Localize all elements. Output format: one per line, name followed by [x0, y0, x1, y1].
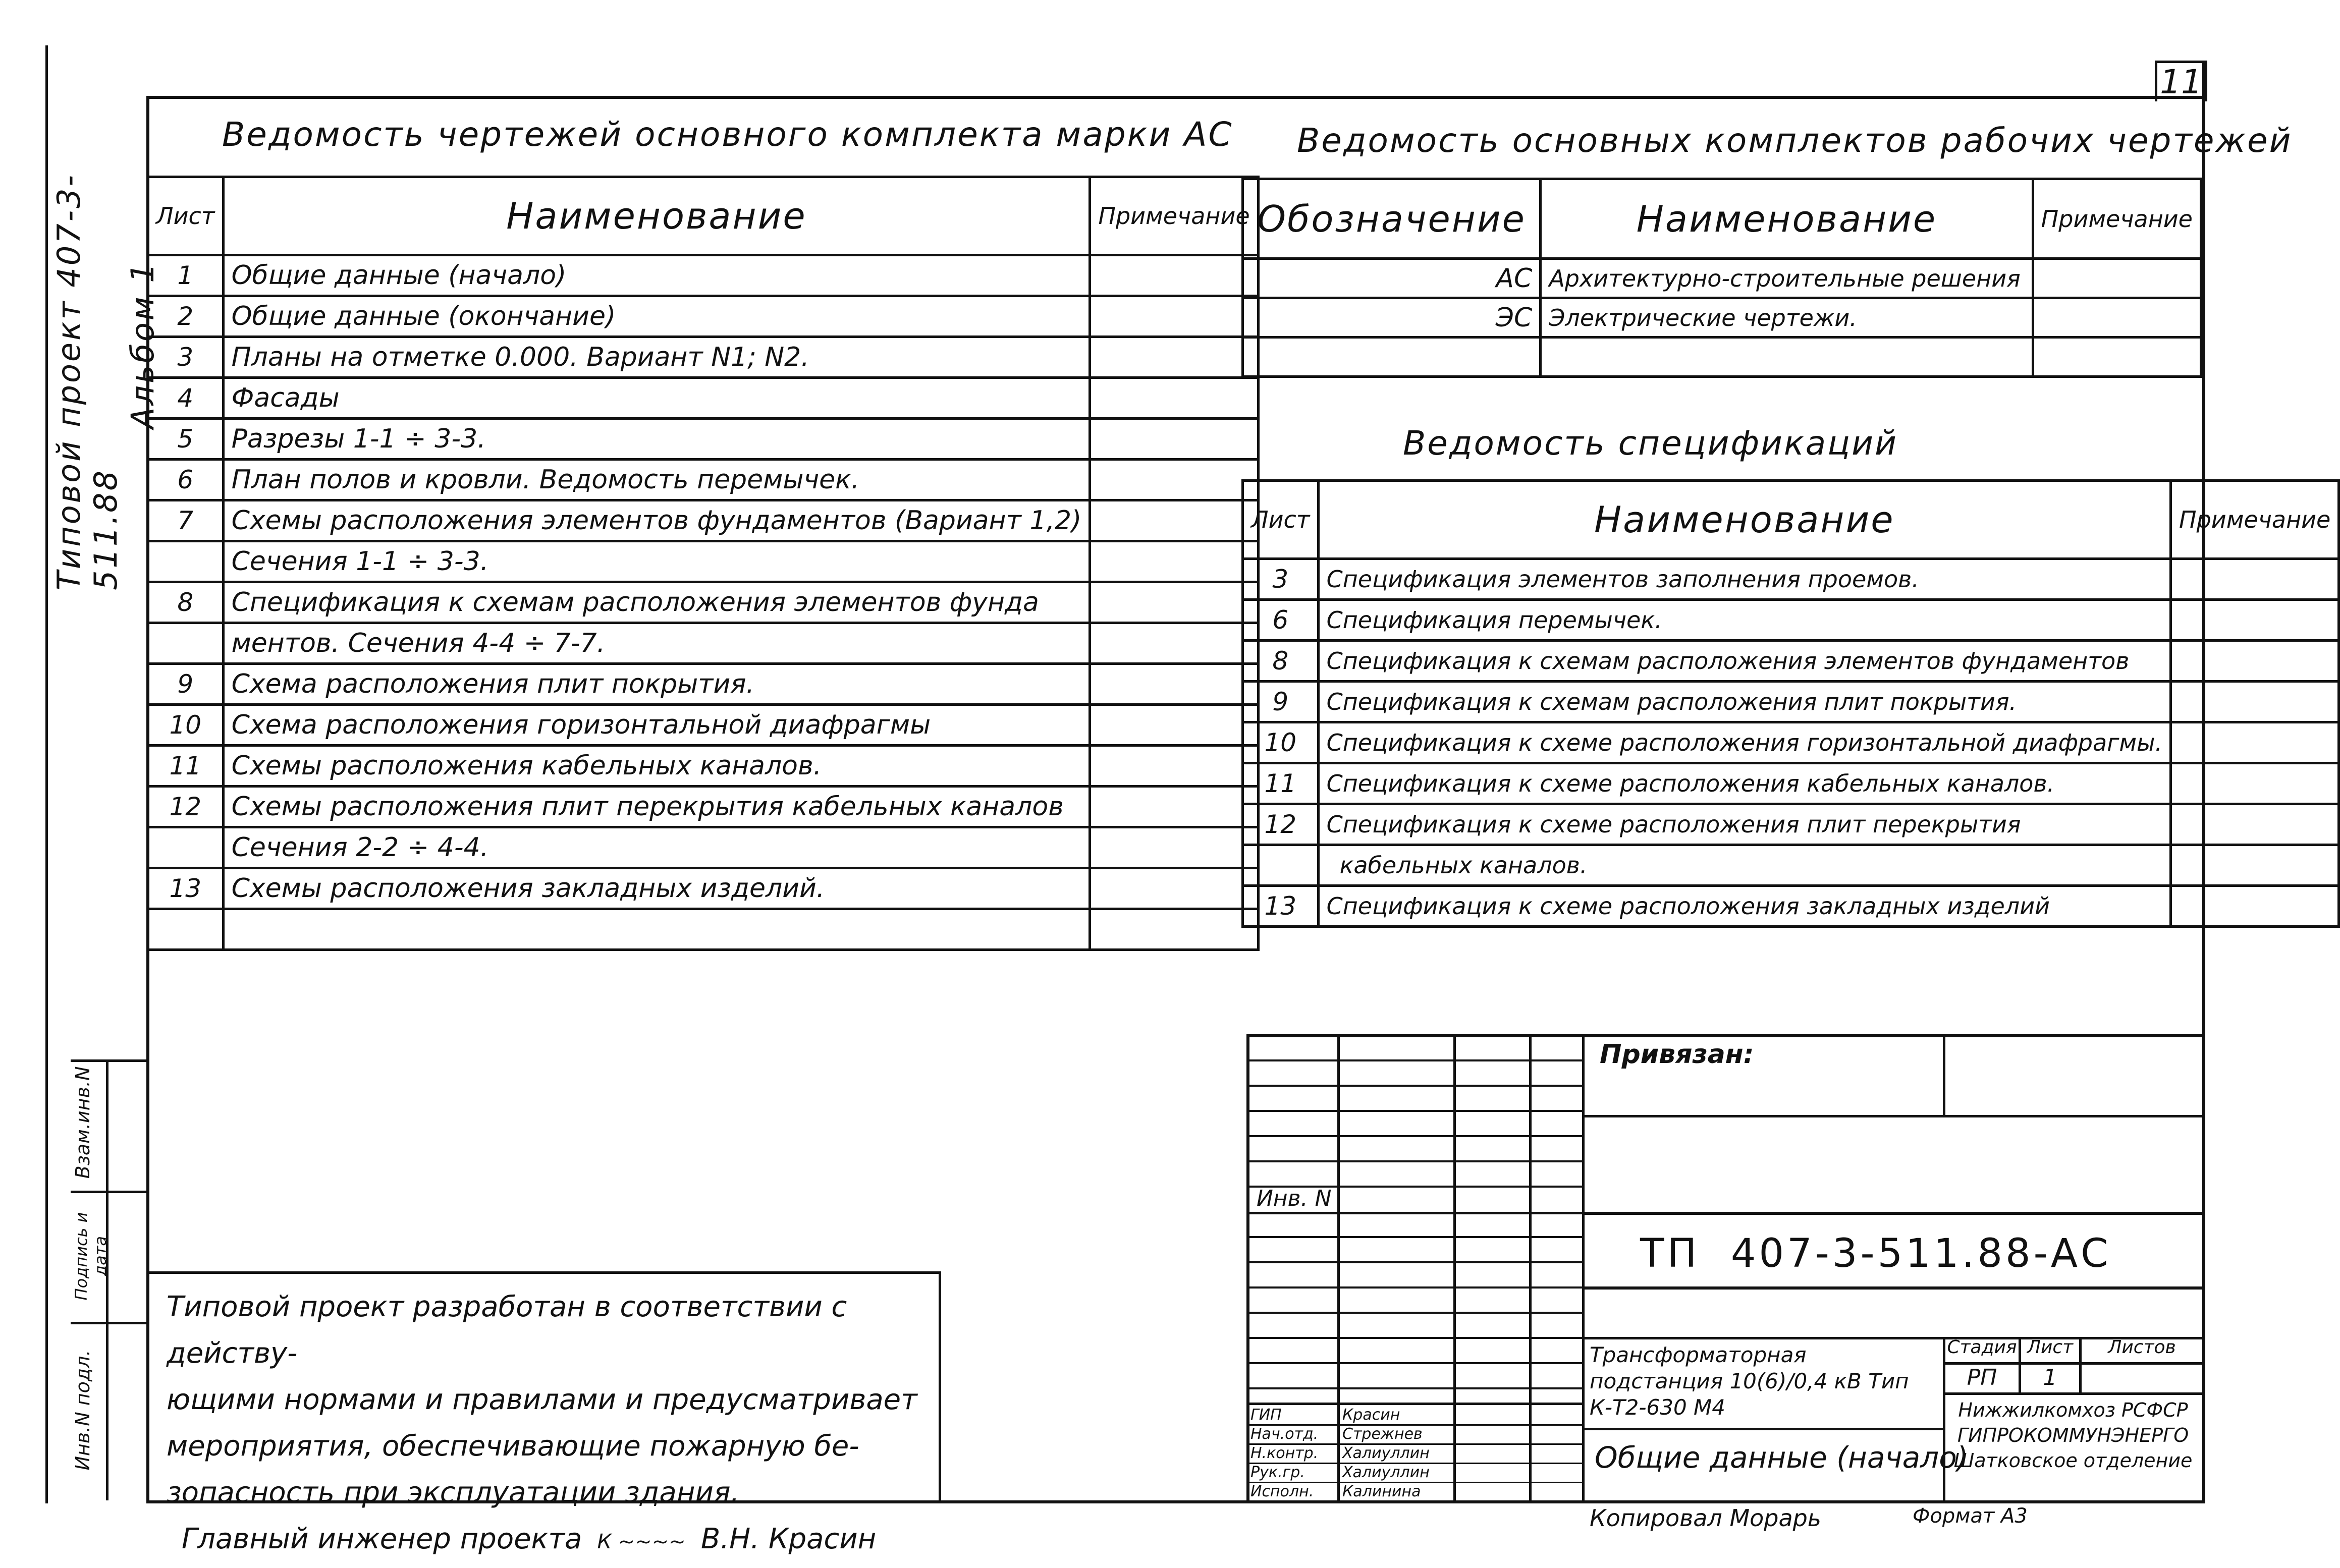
row-sheet: 7 [148, 500, 224, 541]
row-sheet: 3 [148, 337, 224, 378]
col-header-note: Примечание [2033, 179, 2201, 259]
row-sheet: 13 [1243, 886, 1319, 927]
row-note [2171, 886, 2339, 927]
specs-table [1241, 479, 2340, 928]
row-sheet: 11 [148, 746, 224, 787]
row-name: Архитектурно-строительные решения [1541, 259, 2033, 298]
row-sheet: 12 [1243, 804, 1319, 845]
row-sheet: 2 [148, 296, 224, 337]
row-note [1090, 868, 1258, 909]
row-name: Спецификация элементов заполнения проемов. [1318, 559, 2170, 600]
row-name: Схема расположения плит покрытия. [223, 664, 1090, 705]
table-row [1243, 722, 2339, 763]
grid-line [1246, 1362, 1582, 1364]
row-note [1090, 909, 1258, 950]
row-name: Спецификация к схеме расположения кабельных каналов. [1318, 763, 2170, 804]
staff-name: Калинина [1342, 1483, 1421, 1500]
table-row [1243, 641, 2339, 682]
table-row [1243, 559, 2339, 600]
row-name: Спецификация к схемам расположения плит покрытия. [1318, 682, 2170, 722]
row-name: Схемы расположения кабельных каналов. [223, 746, 1090, 787]
row-name [1541, 338, 2033, 377]
staff-row-line [1246, 1501, 1582, 1502]
staff-role: Н.контр. [1250, 1444, 1319, 1462]
table-row [148, 746, 1259, 787]
row-note [2171, 845, 2339, 886]
row-sheet [148, 541, 224, 582]
staff-role: Рук.гр. [1250, 1464, 1305, 1481]
table-row [148, 296, 1259, 337]
table-row [1243, 763, 2339, 804]
row-note [2171, 641, 2339, 682]
row-note [2171, 804, 2339, 845]
staff-role: ГИП [1250, 1406, 1282, 1424]
stamp-label-inventory: Инв.N подл. [72, 1350, 94, 1471]
row-name: Общие данные (окончание) [223, 296, 1090, 337]
table-row [148, 623, 1259, 664]
grid-line [1246, 1387, 1582, 1389]
outer-left-line [45, 45, 48, 1503]
note-line-4: зопасность при эксплуатации здания. [167, 1476, 740, 1509]
table-row [1243, 600, 2339, 641]
drawing-code: ТП 407-3-511.88-АС [1640, 1231, 2111, 1276]
staff-name: Красин [1342, 1406, 1400, 1424]
signature-mark: К ~~~~ [597, 1530, 686, 1553]
row-sheet [148, 909, 224, 950]
note-line-3: мероприятия, обеспечивающие пожарную бе- [167, 1430, 859, 1463]
row-name [223, 909, 1090, 950]
col-header-name: Наименование [223, 177, 1090, 255]
row-name: Спецификация к схеме расположения горизонтальной диафрагмы. [1318, 722, 2170, 763]
row-name: Схемы расположения закладных изделий. [223, 868, 1090, 909]
sheets-label: Листов [2108, 1337, 2176, 1358]
project-note-block [146, 1271, 941, 1555]
row-note [1090, 296, 1258, 337]
table-row [148, 582, 1259, 623]
row-name: Схема расположения горизонтальной диафрагмы [223, 705, 1090, 746]
stage-label: Стадия [1947, 1337, 2017, 1358]
grid-line [1246, 1286, 1582, 1289]
table-row [1243, 338, 2201, 377]
row-note [1090, 255, 1258, 296]
row-name: Общие данные (начало) [223, 255, 1090, 296]
main-sets-table [1241, 178, 2202, 378]
row-note [1090, 746, 1258, 787]
row-code [1243, 338, 1541, 377]
grid-line [1246, 1110, 1582, 1112]
row-note [1090, 582, 1258, 623]
row-name: Разрезы 1-1 ÷ 3-3. [223, 419, 1090, 460]
row-sheet [1243, 845, 1319, 886]
bound-label: Привязан: [1600, 1039, 1754, 1070]
row-name: Сечения 2-2 ÷ 4-4. [223, 827, 1090, 868]
row-note [2171, 559, 2339, 600]
row-note [2033, 338, 2201, 377]
table-row [148, 419, 1259, 460]
title-block [1246, 1034, 2202, 1501]
signature-label: Главный инженер проекта [182, 1523, 582, 1555]
row-sheet: 1 [148, 255, 224, 296]
row-note [1090, 378, 1258, 419]
row-sheet: 9 [1243, 682, 1319, 722]
row-note [1090, 460, 1258, 500]
staff-name: Стрежнев [1342, 1425, 1423, 1443]
sheet-number: 11 [2160, 63, 2202, 101]
row-sheet [148, 827, 224, 868]
row-name: ментов. Сечения 4-4 ÷ 7-7. [223, 623, 1090, 664]
specs-title: Ведомость спецификаций [1403, 424, 1898, 463]
table-row [1243, 886, 2339, 927]
row-note [1090, 541, 1258, 582]
row-sheet: 12 [148, 787, 224, 827]
row-note [1090, 419, 1258, 460]
stamp-label-replacement: Взам.инв.N [72, 1066, 94, 1179]
row-note [1090, 623, 1258, 664]
note-signature-row [167, 1516, 939, 1565]
sheet-title: Общие данные (начало) [1595, 1440, 1969, 1475]
table-row [148, 909, 1259, 950]
row-sheet: 3 [1243, 559, 1319, 600]
row-note [2171, 600, 2339, 641]
signature-name: В.Н. Красин [700, 1523, 877, 1555]
row-sheet: 13 [148, 868, 224, 909]
row-sheet: 6 [148, 460, 224, 500]
sheet-number-box [2155, 61, 2207, 101]
row-name: Спецификация перемычек. [1318, 600, 2170, 641]
row-name: Спецификация к схеме расположения закладных изделий [1318, 886, 2170, 927]
row-name: Спецификация к схеме расположения плит перекрытия [1318, 804, 2170, 845]
row-note [1090, 787, 1258, 827]
row-name: Спецификация к схемам расположения элементов фунда [223, 582, 1090, 623]
format-label: Формат А3 [1913, 1504, 2028, 1528]
row-note [2033, 298, 2201, 338]
row-note [2033, 259, 2201, 298]
row-note [1090, 337, 1258, 378]
row-name: Планы на отметке 0.000. Вариант N1; N2. [223, 337, 1090, 378]
note-line-1: Типовой проект разработан в соответствии с действу- [167, 1291, 847, 1370]
row-sheet: 11 [1243, 763, 1319, 804]
table-row [148, 500, 1259, 541]
main-sets-title: Ведомость основных комплектов рабочих чертежей [1297, 121, 2293, 160]
table-row [1243, 298, 2201, 338]
drawings-list-title: Ведомость чертежей основного комплекта марки АС [222, 115, 1233, 154]
table-row [148, 787, 1259, 827]
row-sheet: 4 [148, 378, 224, 419]
staff-role: Исполн. [1250, 1483, 1314, 1500]
table-row [148, 827, 1259, 868]
object-name: Трансформаторная подстанция 10(6)/0,4 кВ Тип К-Т2-630 М4 [1590, 1342, 1909, 1420]
sheet-label: Лист [2027, 1337, 2074, 1358]
col-header-sheet: Лист [1243, 481, 1319, 559]
table-row [1243, 845, 2339, 886]
grid-line [1246, 1085, 1582, 1087]
table-row [148, 255, 1259, 296]
drawings-list-table [146, 176, 1260, 951]
row-name: Электрические чертежи. [1541, 298, 2033, 338]
row-sheet: 9 [148, 664, 224, 705]
row-name: Сечения 1-1 ÷ 3-3. [223, 541, 1090, 582]
grid-line [1246, 1337, 1582, 1339]
row-sheet: 6 [1243, 600, 1319, 641]
table-row [1243, 682, 2339, 722]
row-note [1090, 500, 1258, 541]
table-row [148, 337, 1259, 378]
staff-name: Халиуллин [1342, 1464, 1430, 1481]
table-row [148, 541, 1259, 582]
col-header-name: Наименование [1318, 481, 2170, 559]
grid-line [1246, 1160, 1582, 1162]
grid-line [1246, 1312, 1582, 1314]
row-note [2171, 722, 2339, 763]
row-sheet: 5 [148, 419, 224, 460]
grid-line [1246, 1261, 1582, 1263]
note-line-2: ющими нормами и правилами и предусматривает [167, 1383, 917, 1416]
row-code: ЭС [1243, 298, 1541, 338]
row-name: Схемы расположения плит перекрытия кабельных каналов [223, 787, 1090, 827]
table-row [148, 460, 1259, 500]
inventory-label: Инв. N [1257, 1186, 1332, 1211]
side-project-title [50, 86, 161, 590]
row-note [1090, 705, 1258, 746]
row-code: АС [1243, 259, 1541, 298]
row-sheet: 8 [1243, 641, 1319, 682]
grid-line [1246, 1236, 1582, 1238]
row-sheet [148, 623, 224, 664]
table-row [148, 705, 1259, 746]
stamp-label-signature: Подпись и дата [72, 1212, 110, 1301]
row-note [1090, 664, 1258, 705]
row-name: Спецификация к схемам расположения элементов фундаментов [1318, 641, 2170, 682]
row-sheet: 8 [148, 582, 224, 623]
col-header-sheet: Лист [148, 177, 224, 255]
sheet-value: 1 [2043, 1365, 2057, 1390]
row-sheet: 10 [1243, 722, 1319, 763]
col-header-code: Обозначение [1243, 179, 1541, 259]
col-header-note: Примечание [1090, 177, 1258, 255]
col-header-note: Примечание [2171, 481, 2339, 559]
table-row [1243, 259, 2201, 298]
side-title-line2: Альбом 1 [124, 261, 161, 429]
row-note [1090, 827, 1258, 868]
row-name: План полов и кровли. Ведомость перемычек. [223, 460, 1090, 500]
staff-name: Халиуллин [1342, 1444, 1430, 1462]
frame-top-border [146, 96, 2205, 99]
row-note [2171, 763, 2339, 804]
copied-by: Копировал Морарь [1590, 1504, 1821, 1532]
row-name: Фасады [223, 378, 1090, 419]
col-header-name: Наименование [1541, 179, 2033, 259]
table-row [1243, 804, 2339, 845]
table-row [148, 868, 1259, 909]
organization: Нижжилкомхоз РСФСР ГИПРОКОММУНЭНЕРГО Шатковское отделение [1953, 1399, 2193, 1472]
grid-line [1246, 1135, 1582, 1137]
row-name: кабельных каналов. [1318, 845, 2170, 886]
grid-line [1246, 1059, 1582, 1061]
row-sheet: 10 [148, 705, 224, 746]
stage-value: РП [1967, 1365, 1997, 1390]
row-note [2171, 682, 2339, 722]
side-stamp [71, 1059, 146, 1500]
table-row [148, 378, 1259, 419]
row-name: Схемы расположения элементов фундаментов (Вариант 1,2) [223, 500, 1090, 541]
staff-role: Нач.отд. [1250, 1425, 1319, 1443]
side-title-line1: Типовой проект 407-3-511.88 [50, 173, 124, 590]
table-row [148, 664, 1259, 705]
